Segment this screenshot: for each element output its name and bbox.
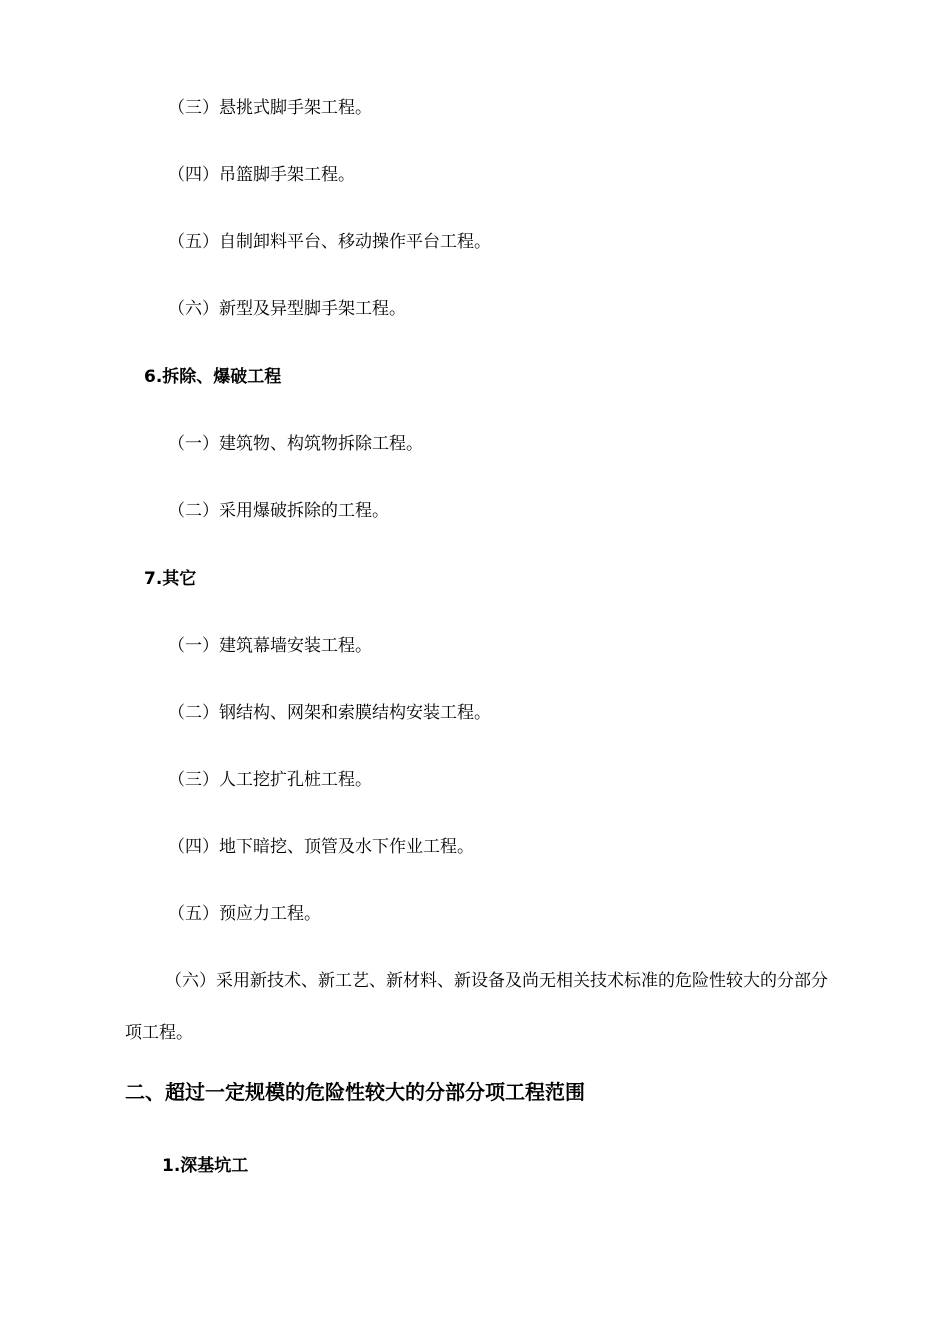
list-item: （六）新型及异型脚手架工程。 <box>168 299 406 319</box>
list-item: （三）人工挖扩孔桩工程。 <box>168 770 372 790</box>
list-item: （一）建筑物、构筑物拆除工程。 <box>168 434 423 454</box>
list-item: （五）预应力工程。 <box>168 904 321 924</box>
section-heading-other: 7.其它 <box>144 569 197 589</box>
list-item: （一）建筑幕墙安装工程。 <box>168 636 372 656</box>
section-heading-demolition: 6.拆除、爆破工程 <box>144 367 282 387</box>
list-item: （三）悬挑式脚手架工程。 <box>168 98 372 118</box>
list-item: （四）地下暗挖、顶管及水下作业工程。 <box>168 837 474 857</box>
list-item: （四）吊篮脚手架工程。 <box>168 165 355 185</box>
list-item: （二）采用爆破拆除的工程。 <box>168 501 389 521</box>
part-heading: 二、超过一定规模的危险性较大的分部分项工程范围 <box>125 1080 585 1104</box>
body-paragraph: （六）采用新技术、新工艺、新材料、新设备及尚无相关技术标准的危险性较大的分部分项工程。 <box>125 971 828 1043</box>
list-item: （二）钢结构、网架和索膜结构安装工程。 <box>168 703 491 723</box>
section-heading-deep-pit: 1.深基坑工 <box>162 1156 249 1176</box>
list-item: （五）自制卸料平台、移动操作平台工程。 <box>168 232 491 252</box>
